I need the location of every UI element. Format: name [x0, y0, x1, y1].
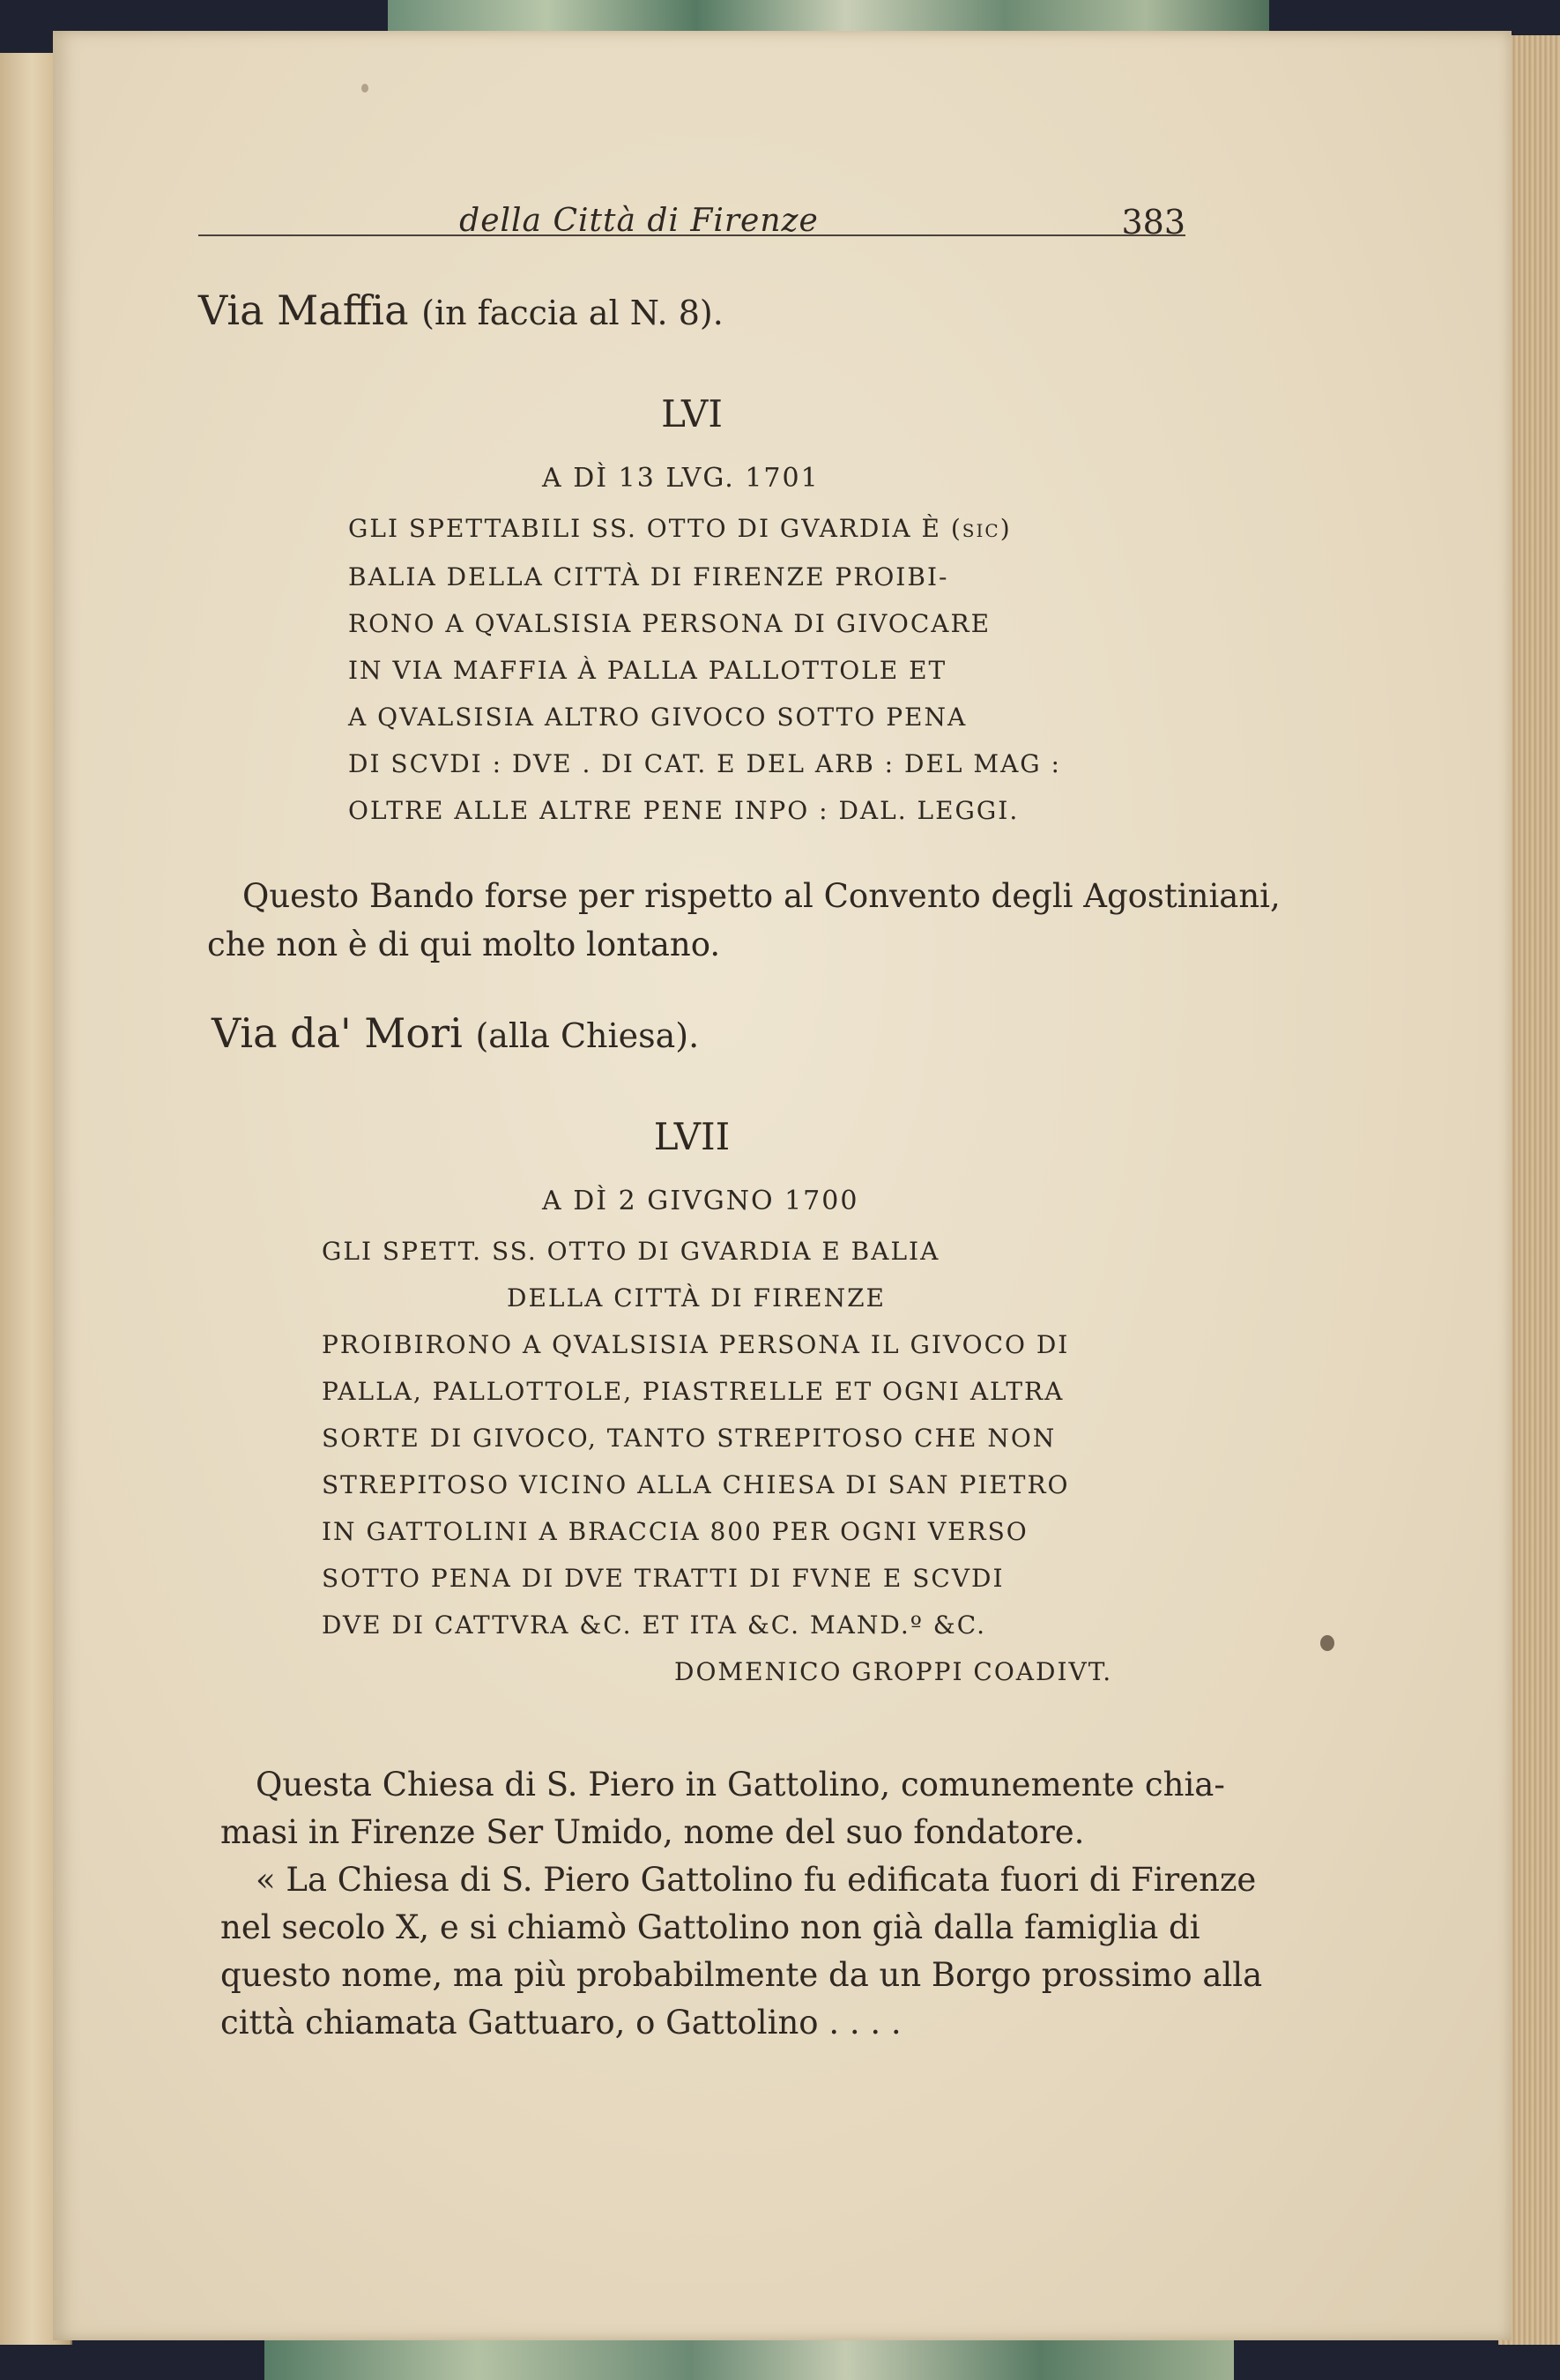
inscription-line: STREPITOSO VICINO ALLA CHIESA DI SAN PIETRO [322, 1470, 1070, 1499]
inscription-line: A DÌ 13 LVG. 1701 [542, 463, 820, 494]
inscription-line: GLI SPETT. SS. OTTO DI GVARDIA E BALIA [322, 1237, 940, 1266]
paper-blemish [361, 84, 368, 93]
street-location: (alla Chiesa). [475, 1016, 700, 1055]
book-page [53, 31, 1512, 2340]
commentary-line: « La Chiesa di S. Piero Gattolino fu edificata fuori di Firenze [256, 1861, 1257, 1899]
inscription-line: IN VIA MAFFIA À PALLA PALLOTTOLE ET [348, 656, 947, 685]
inscription-line: SORTE DI GIVOCO, TANTO STREPITOSO CHE NON [322, 1424, 1057, 1453]
street-heading-mori [212, 1009, 699, 1057]
inscription-line: BALIA DELLA CITTÀ DI FIRENZE PROIBI- [348, 562, 949, 591]
inscription-numeral: LVII [653, 1115, 731, 1158]
street-heading-maffia [198, 286, 724, 334]
inscription-line: DELLA CITTÀ DI FIRENZE [507, 1283, 886, 1313]
street-location: (in faccia al N. 8). [421, 294, 724, 332]
commentary-line: questo nome, ma più probabilmente da un Borgo prossimo alla [220, 1956, 1263, 1994]
inscription-line: DI SCVDI : DVE . DI CAT. E DEL ARB : DEL MAG : [348, 749, 1061, 778]
commentary-line: Questa Chiesa di S. Piero in Gattolino, comunemente chia- [256, 1766, 1225, 1804]
inscription-line: RONO A QVALSISIA PERSONA DI GIVOCARE [348, 609, 992, 638]
commentary-line: nel secolo X, e si chiamò Gattolino non già dalla famiglia di [220, 1908, 1200, 1946]
commentary-line: Questo Bando forse per rispetto al Convento degli Agostiniani, [242, 877, 1281, 915]
inscription-line: IN GATTOLINI A BRACCIA 800 PER OGNI VERSO [322, 1517, 1029, 1546]
inscription-line: SOTTO PENA DI DVE TRATTI DI FVNE E SCVDI [322, 1564, 1005, 1593]
inscription-line: DVE DI CATTVRA &C. ET ITA &C. MAND.º &C. [322, 1610, 987, 1640]
page-number: 383 [1121, 203, 1185, 242]
inscription-line: PALLA, PALLOTTOLE, PIASTRELLE ET OGNI ALTRA [322, 1377, 1065, 1406]
inscription-line: GLI SPETTABILI SS. OTTO DI GVARDIA È (sic) [348, 514, 1012, 543]
inscription-line: A DÌ 2 GIVGNO 1700 [542, 1186, 859, 1216]
inscription-signature: DOMENICO GROPPI COADIVT. [674, 1657, 1113, 1686]
commentary-line: masi in Firenze Ser Umido, nome del suo fondatore. [220, 1813, 1085, 1851]
inscription-line: OLTRE ALLE ALTRE PENE INPO : DAL. LEGGI. [348, 796, 1020, 825]
inscription-numeral: LVI [661, 392, 723, 435]
paper-blemish [1320, 1635, 1334, 1651]
running-title: della Città di Firenze [459, 203, 819, 239]
commentary-line: città chiamata Gattuaro, o Gattolino . . . . [220, 2004, 902, 2042]
commentary-line: che non è di qui molto lontano. [207, 926, 721, 963]
inscription-line: A QVALSISIA ALTRO GIVOCO SOTTO PENA [348, 703, 968, 732]
inscription-line: PROIBIRONO A QVALSISIA PERSONA IL GIVOCO DI [322, 1330, 1070, 1359]
street-name: Via Maffia [198, 286, 409, 334]
running-header [198, 176, 1185, 242]
street-name: Via da' Mori [212, 1009, 463, 1057]
